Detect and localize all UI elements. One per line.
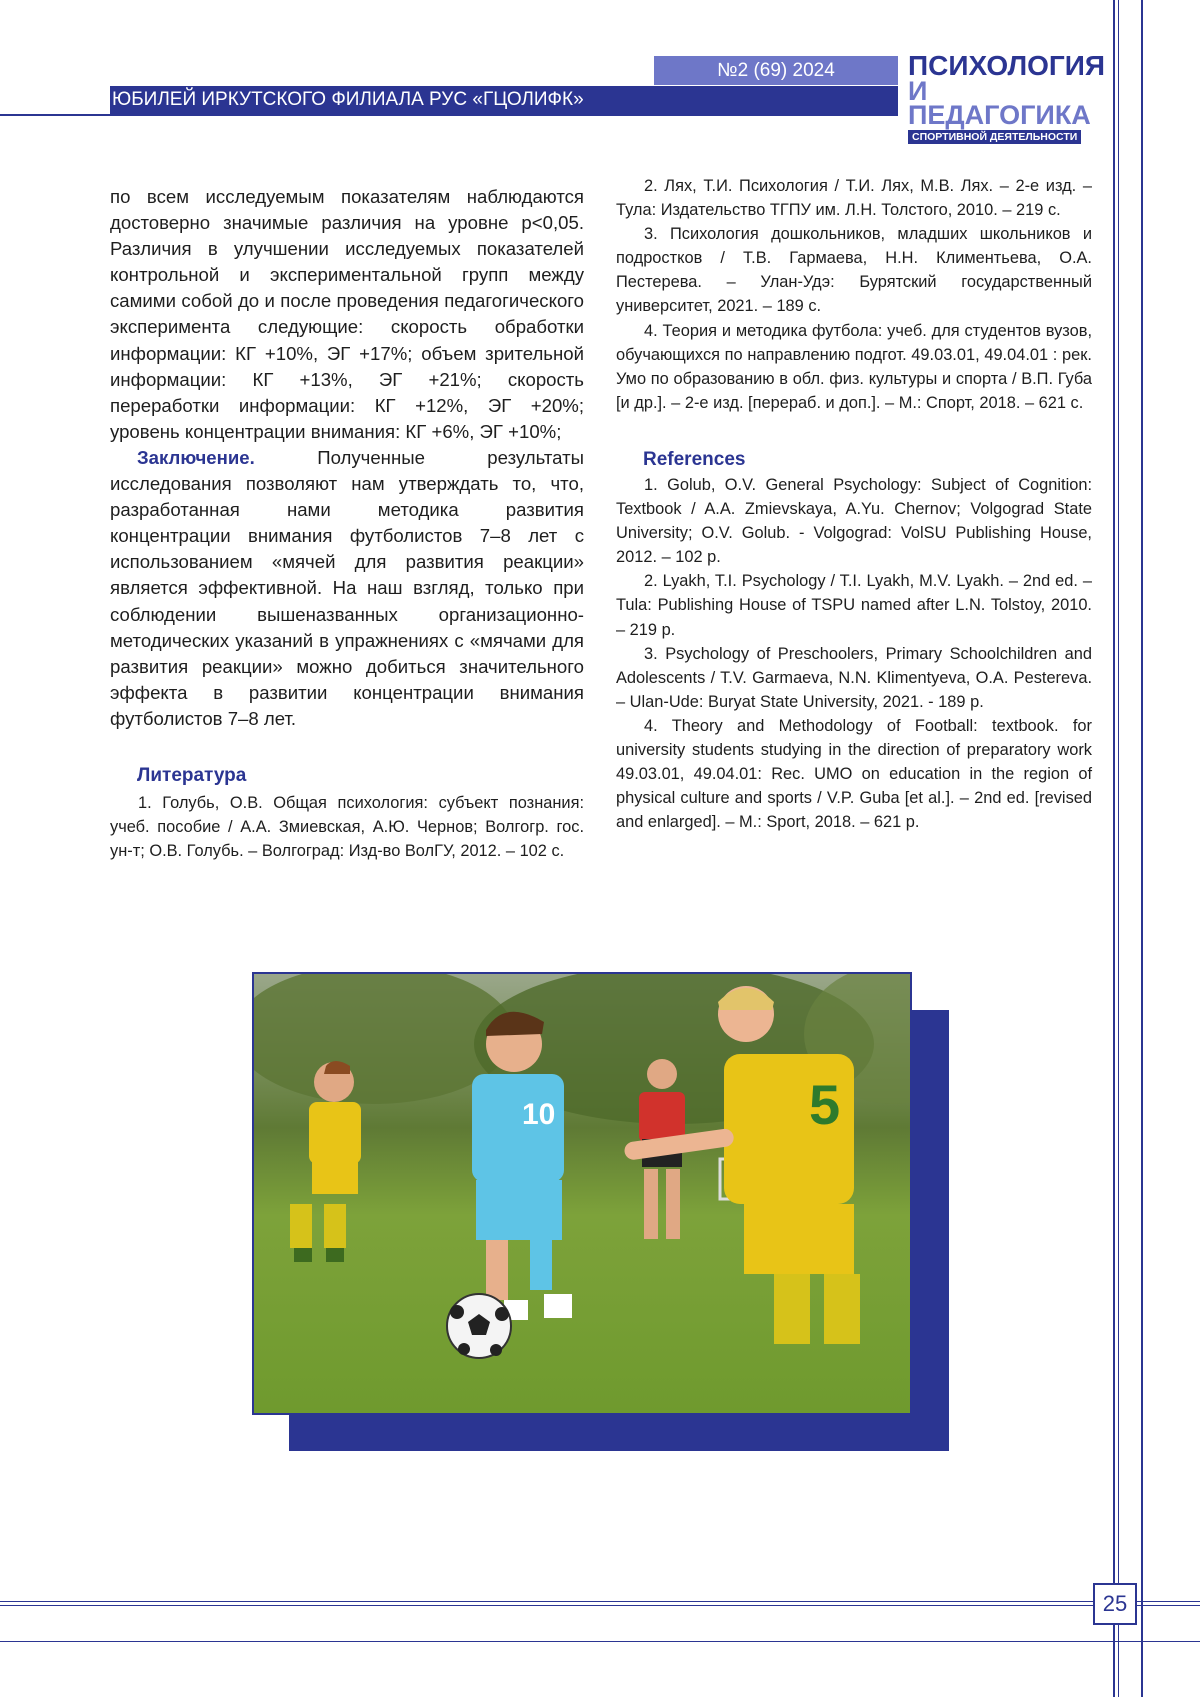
jersey-number-right: 5 — [809, 1073, 840, 1136]
jersey-number-main: 10 — [522, 1098, 555, 1131]
left-column — [110, 184, 584, 863]
frame-line-right-3 — [1141, 0, 1143, 1697]
references-heading: References — [616, 449, 1092, 471]
literature-heading: Литература — [110, 765, 584, 787]
page-number: 25 — [1093, 1583, 1137, 1625]
section-title: ЮБИЛЕЙ ИРКУТСКОГО ФИЛИАЛА РУС «ГЦОЛИФК» — [110, 86, 898, 114]
journal-title-line2: И ПЕДАГОГИКА — [908, 79, 1093, 127]
frame-line-right-2 — [1118, 0, 1119, 1697]
reference-ru-1: 1. Голубь, О.В. Общая психология: субъект познания: учеб. пособие / А.А. Змиевская, А.Ю. Чернов; Волгогр. гос. ун-т; О.В. Голубь. – Волгоград: Изд-во ВолГУ, 2012. – 102 с. — [110, 791, 584, 863]
soccer-ball — [447, 1294, 511, 1358]
results-paragraph: по всем исследуемым показателям наблюдаются достоверно значимые различия на уровне p<0,05. Различия в улучшении исследуемых показателей контрольной и экспериментальной групп между самими собой до и после проведения педагогического эксперимента следующие: скорость обработки информации: КГ +10%, ЭГ +17%; объем зрительной информации: КГ +13%, ЭГ +21%; скорость переработки информации: КГ +12%, ЭГ +20%; уровень концентрации внимания: КГ +6%, ЭГ +10%; — [110, 184, 584, 445]
football-photo — [252, 972, 912, 1415]
journal-logo — [908, 52, 1093, 145]
reference-en-4: 4. Theory and Methodology of Football: textbook. for university students studying in the direction of preparatory work 49.03.01, 49.04.01: Rec. UMO on education in the region of physical culture and sports / V.P. Guba [et al.]. – 2nd ed. [revised and enlarged]. – M.: Sport, 2018. – 621 p. — [616, 714, 1092, 834]
reference-en-1: 1. Golub, O.V. General Psychology: Subject of Cognition: Textbook / A.A. Zmievskaya, A.Yu. Chernov; Volgograd State University; O.V. Golub. - Volgograd: VolSU Publishing House, 2012. – 102 p. — [616, 473, 1092, 569]
header-divider — [0, 114, 898, 116]
journal-title-line1: ПСИХОЛОГИЯ — [908, 52, 1093, 79]
reference-ru-4: 4. Теория и методика футбола: учеб. для студентов вузов, обучающихся по направлению подгот. 49.03.01, 49.04.01 : рек. Умо по образованию в обл. физ. культуры и спорта / В.П. Губа [и др.]. – 2-е изд. [перераб. и доп.]. – М.: Спорт, 2018. – 621 с. — [616, 319, 1092, 415]
frame-line-bottom-2 — [0, 1605, 1200, 1606]
reference-ru-3: 3. Психология дошкольников, младших школьников и подростков / Т.В. Гармаева, Н.Н. Климентьева, О.А. Пестерева. – Улан-Удэ: Бурятский государственный университет, 2021. – 189 с. — [616, 222, 1092, 318]
issue-number: №2 (69) 2024 — [654, 56, 898, 85]
conclusion-label: Заключение. — [137, 447, 255, 468]
reference-ru-2: 2. Лях, Т.И. Психология / Т.И. Лях, М.В. Лях. – 2-е изд. – Тула: Издательство ТГПУ им. Л.Н. Толстого, 2010. – 219 с. — [616, 174, 1092, 222]
frame-line-bottom-3 — [0, 1641, 1200, 1642]
frame-line-right-1 — [1113, 0, 1115, 1697]
conclusion-paragraph — [110, 445, 584, 732]
frame-line-bottom-1 — [0, 1601, 1200, 1602]
right-column — [616, 174, 1092, 834]
journal-title-line3: СПОРТИВНОЙ ДЕЯТЕЛЬНОСТИ — [908, 130, 1081, 144]
conclusion-text: Полученные результаты исследования позволяют нам утверждать то, что, разработанная нами методика развития концентрации внимания футболистов 7–8 лет с использованием «мячей для развития реакции» является эффективной. На наш взгляд, только при соблюдении вышеназванных организационно-методических указаний в упражнениях с «мячами для развития реакции» можно добиться значительного эффекта в развитии концентрации внимания футболистов 7–8 лет. — [110, 447, 584, 729]
reference-en-3: 3. Psychology of Preschoolers, Primary Schoolchildren and Adolescents / T.V. Garmaeva, N.N. Klimentyeva, O.A. Pestereva. – Ulan-Ude: Buryat State University, 2021. - 189 p. — [616, 642, 1092, 714]
reference-en-2: 2. Lyakh, T.I. Psychology / T.I. Lyakh, M.V. Lyakh. – 2nd ed. – Tula: Publishing House of TSPU named after L.N. Tolstoy, 2010. – 219 p. — [616, 569, 1092, 641]
